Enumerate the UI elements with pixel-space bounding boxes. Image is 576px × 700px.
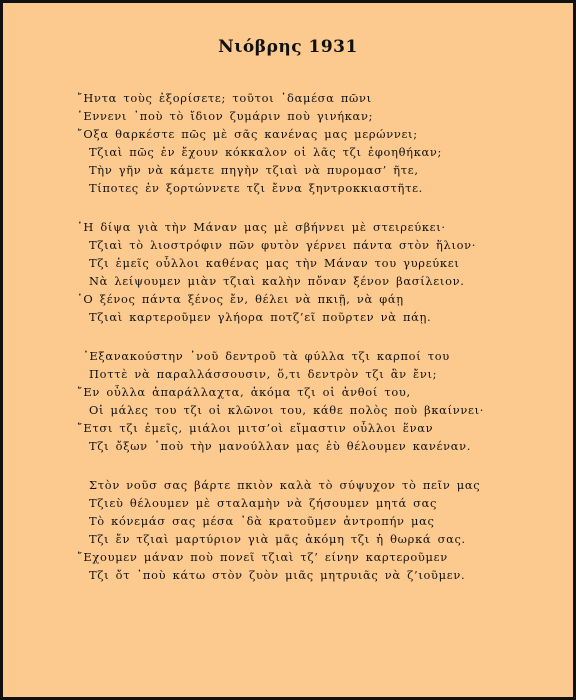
poem-line: Τζιεὺ θέλουμεν μὲ σταλαμὴν νὰ ζήσουμεν μητά σας xyxy=(89,496,438,510)
stanza-3 xyxy=(77,347,572,455)
poem-line: ῾Εννενι ᾽ποὺ τὸ ἴδιον ζυμάριν ποὺ γινήκαν; xyxy=(77,109,374,123)
poem-title: Νιόβρης 1931 xyxy=(218,37,358,57)
poem-line: ῾Η δίψα γιὰ τὴν Μάναν μας μὲ σβήννει μὲ στειρεύκει· xyxy=(77,220,446,234)
stanza-4 xyxy=(77,476,572,584)
poem-line: Τὴν γῆν νὰ κάμετε πηγὴν τζιαὶ νὰ πυρομασ’ ῆτε, xyxy=(89,163,419,177)
stanza-2 xyxy=(77,218,572,326)
poem-line: ᾽Εξανακούστην ᾽νοῦ δεντροῦ τὰ φύλλα τζι καρποί του xyxy=(83,349,450,363)
poem-line: ῎Ετσι τζι ἐμεῖς, μιάλοι μιτσ’οὶ εἴμαστιν οὖλλοι ἕναν xyxy=(77,421,434,435)
poem-line: Οἱ μάλες του τζι οἱ κλῶνοι του, κάθε πολὸς ποὺ βκαίννει· xyxy=(89,403,485,417)
poem-line: Τζι ὄτ ᾽ποὺ κάτω στὸν ζυὸν μιᾶς μητρυιᾶς νὰ ζ’ιοῦμεν. xyxy=(89,568,466,582)
poem-line: Τζι ἔν τζιαὶ μαρτύριον γιὰ μᾶς ἀκόμη τζι ἡ θωρκά σας. xyxy=(89,532,466,546)
poem-line: Τίποτες ἐν ξορτώννετε τζι ἔννα ξηντροκκιαστῆτε. xyxy=(89,181,423,195)
stanza-1 xyxy=(77,89,572,197)
poem-line: Τζιαὶ τὸ λιοστρόφιν πῶν φυτὸν γέρνει πάντα στὸν ἥλιον· xyxy=(89,238,477,252)
poem-line: Τζι ἐμεῖς οὖλλοι καθένας μας τὴν Μάναν του γυρεύκει xyxy=(89,256,460,270)
poem-line: Τζι ὄξων ᾽ποὺ τὴν μανούλλαν μας ἐὺ θέλουμεν κανέναν. xyxy=(89,439,472,453)
poem-line: Ποττὲ νὰ παραλλάσσουσιν, ὅ,τι δεντρὸν τζι ἂν ἔνι; xyxy=(89,367,438,381)
poem-line: ῾Ο ξένος πάντα ξένος ἔν, θέλει νὰ πκιῇ, νὰ φάῃ xyxy=(77,292,404,306)
poem-line: Τζιαὶ καρτεροῦμεν γλήορα ποτζ’εῖ ποῦρτεν νὰ πάῃ. xyxy=(89,310,432,324)
poem-line: Στὸν νοῦσ σας βάρτε πκιὸν καλὰ τὸ σύψυχον τὸ πεῖν μας xyxy=(89,478,481,492)
poem-line: ῎Εχουμεν μάναν ποὺ πονεῖ τζιαὶ τζ’ είνην καρτεροῦμεν xyxy=(77,550,448,564)
poem-line: Τὸ κόνεμάσ σας μέσα ᾽δὰ κρατοῦμεν ἀντροπήν μας xyxy=(89,514,435,528)
poem-line: ῎Οξα θαρκέστε πῶς μὲ σᾶς κανένας μας μερώννει; xyxy=(77,127,418,141)
poem-line: Τζιαὶ πῶς ἐν ἔχουν κόκκαλον οἱ λᾶς τζι ἐφοηθήκαν; xyxy=(89,145,443,159)
poem-line: ῎Εν οὖλλα ἀπαράλλαχτα, ἀκόμα τζι οἱ ἀνθοί του, xyxy=(77,385,411,399)
poem-line: Νὰ λείψουμεν μιὰν τζιαὶ καλὴν πὄναν ξένον βασίλειον. xyxy=(89,274,465,288)
poem-body xyxy=(77,89,572,605)
poem-line: ῎Ηντα τοὺς ἐξορίσετε; τοῦτοι ᾽δαμέσα πῶνι xyxy=(77,91,372,105)
